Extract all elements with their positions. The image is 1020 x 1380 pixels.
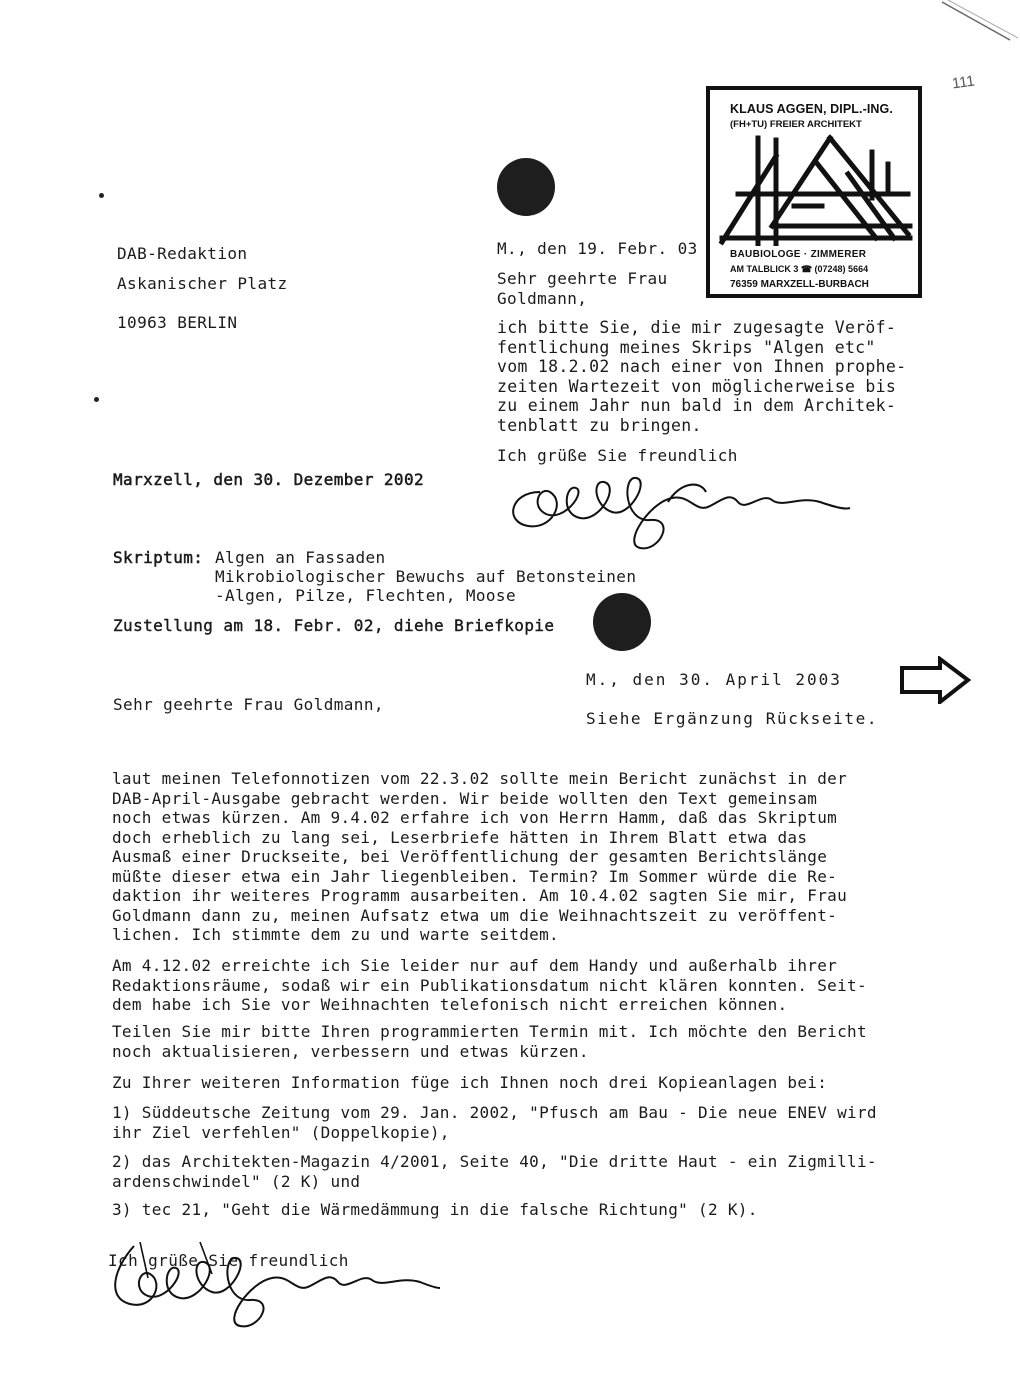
body-line: lichen. Ich stimmte dem zu und warte seitdem. [112, 925, 559, 944]
body-line: DAB-April-Ausgabe gebracht werden. Wir beide wollten den Text gemeinsam [112, 788, 818, 808]
stamp-name: KLAUS AGGEN, DIPL.-ING. [730, 102, 893, 116]
scan-edge-line [940, 0, 1020, 50]
paragraph-1 [112, 769, 847, 945]
enclosure-3 [112, 1200, 758, 1220]
enclosure-1 [112, 1103, 877, 1142]
paragraph-2 [112, 956, 867, 1015]
stamp-subtitle: (FH+TU) FREIER ARCHITEKT [730, 119, 862, 130]
note-salutation-2: Goldmann, [497, 289, 588, 308]
recipient-line-3: 10963 BERLIN [117, 313, 238, 332]
body-line: Am 4.12.02 erreichte ich Sie leider nur auf dem Handy und außerhalb ihrer [112, 956, 838, 975]
house-frame-logo [718, 134, 914, 246]
subject-line-1: Algen an Fassaden [215, 548, 386, 567]
enclosure-2 [112, 1152, 877, 1191]
letter-closing: Ich grüße Sie freundlich [108, 1251, 349, 1270]
body-line: doch erheblich zu lang sei, Leserbriefe hätten in Ihrem Blatt etwa das [112, 827, 808, 847]
body-line: noch aktualisieren, verbessern und etwas kürzen. [112, 1041, 589, 1061]
body-line: Zu Ihrer weiteren Information füge ich Ihnen noch drei Kopieanlagen bei: [112, 1073, 828, 1092]
note-body-line: fentlichung meines Skrips "Algen etc" [497, 337, 876, 357]
stamp-address: AM TALBLICK 3 ☎ (07248) 5664 [730, 264, 869, 274]
punch-hole-top [497, 158, 555, 216]
note-closing: Ich grüße Sie freundlich [497, 446, 738, 465]
body-line: 2) das Architekten-Magazin 4/2001, Seite 40, "Die dritte Haut - ein Zigmilli- [112, 1152, 877, 1171]
note-body-line: zu einem Jahr nun bald in dem Architek- [497, 396, 897, 416]
body-line: 3) tec 21, "Geht die Wärmedämmung in die falsche Richtung" (2 K). [112, 1200, 758, 1219]
punch-hole-middle [593, 593, 651, 651]
paragraph-3 [112, 1022, 867, 1061]
recipient-line-1: DAB-Redaktion [117, 244, 248, 263]
speck [99, 193, 104, 198]
body-line: Teilen Sie mir bitte Ihren programmierten Termin mit. Ich möchte den Bericht [112, 1022, 867, 1041]
body-line: laut meinen Telefonnotizen vom 22.3.02 sollte mein Bericht zunächst in der [112, 769, 848, 788]
arrow-right-icon [898, 656, 972, 704]
note-body-line: vom 18.2.02 nach einer von Ihnen prophe- [497, 357, 907, 377]
page-number-mark: 111 [950, 72, 976, 93]
subject-delivery: Zustellung am 18. Febr. 02, diehe Briefkopie [113, 616, 555, 635]
note-body-line: tenblatt zu bringen. [497, 415, 702, 435]
body-line: ardenschwindel" (2 K) und [112, 1171, 361, 1191]
note-body-line: zeiten Wartezeit von möglicherweise bis [497, 376, 897, 396]
stamp-roles: BAUBIOLOGE · ZIMMERER [730, 249, 867, 260]
body-line: ihr Ziel verfehlen" (Doppelkopie), [112, 1122, 450, 1142]
body-line: Redaktionsräume, sodaß wir ein Publikationsdatum nicht klären konnten. Seit- [112, 975, 867, 995]
body-line: dem habe ich Sie vor Weihnachten telefonisch nicht erreichen können. [112, 995, 788, 1014]
speck [94, 397, 99, 402]
note-date: M., den 19. Febr. 03 [497, 239, 698, 258]
subject-line-2: Mikrobiologischer Bewuchs auf Betonsteinen [215, 567, 637, 586]
stamp-city: 76359 MARXZELL-BURBACH [730, 279, 869, 290]
body-line: 1) Süddeutsche Zeitung vom 29. Jan. 2002, "Pfusch am Bau - Die neue ENEV wird [112, 1103, 877, 1122]
body-line: daktion ihr weiteres Programm ausarbeiten. Am 10.4.02 sagten Sie mir, Frau [112, 886, 848, 905]
subject-label: Skriptum: [113, 548, 204, 567]
sender-stamp [706, 86, 922, 298]
paragraph-4 [112, 1073, 827, 1093]
letter-salutation: Sehr geehrte Frau Goldmann, [113, 695, 384, 714]
addendum-date: M., den 30. April 2003 [586, 670, 842, 689]
note-body [497, 318, 906, 436]
body-line: noch etwas kürzen. Am 9.4.02 erfahre ich von Herrn Hamm, daß das Skriptum [112, 808, 838, 827]
place-date: Marxzell, den 30. Dezember 2002 [113, 470, 425, 489]
recipient-line-2: Askanischer Platz [117, 274, 288, 293]
body-line: Goldmann dann zu, meinen Aufsatz etwa um die Weihnachtszeit zu veröffent- [112, 905, 838, 925]
subject-line-3: -Algen, Pilze, Flechten, Moose [215, 586, 516, 605]
body-line: müßte dieser etwa ein Jahr liegenbleiben. Termin? Im Sommer würde die Re- [112, 866, 838, 886]
note-salutation-1: Sehr geehrte Frau [497, 269, 668, 288]
signature-top [500, 462, 860, 558]
note-body-line: ich bitte Sie, die mir zugesagte Veröf- [497, 318, 897, 337]
addendum-note: Siehe Ergänzung Rückseite. [586, 709, 879, 728]
signature-bottom [104, 1238, 444, 1334]
body-line: Ausmaß einer Druckseite, bei Veröffentlichung der gesamten Berichtslänge [112, 847, 828, 866]
